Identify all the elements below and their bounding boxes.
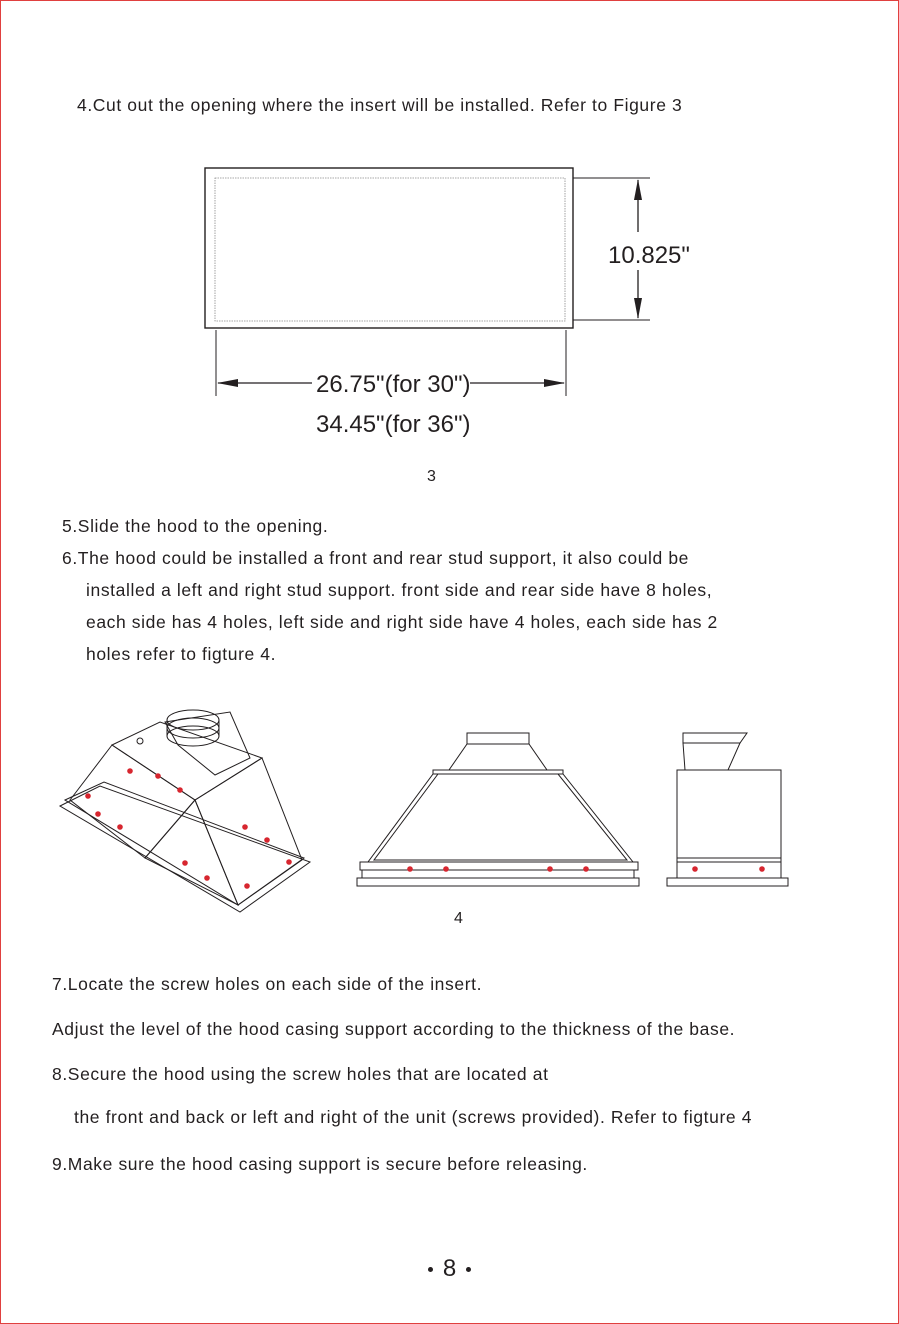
hood-front-view-screw-holes (407, 866, 589, 872)
bullet-icon (466, 1267, 471, 1272)
height-dimension: 10.825" (608, 242, 690, 269)
step-4-text: 4.Cut out the opening where the insert will be installed. Refer to Figure 3 (77, 95, 683, 115)
hood-side-view (667, 733, 788, 886)
step-6-line-1: 6.The hood could be installed a front and rear stud support, it also could be (62, 548, 689, 568)
page-number (0, 1255, 899, 1283)
step-6-line-3: each side has 4 holes, left side and right side have 4 holes, each side has 2 (86, 612, 718, 632)
step-6-line-2: installed a left and right stud support. front side and rear side have 8 holes, (86, 580, 713, 600)
figure-3-label: 3 (427, 468, 436, 485)
step-5-text: 5.Slide the hood to the opening. (62, 516, 329, 536)
step-8-line-1: 8.Secure the hood using the screw holes that are located at (52, 1064, 549, 1084)
opening-outer-rect (205, 168, 573, 328)
figure-3-opening-diagram (0, 160, 899, 450)
step-9-text: 9.Make sure the hood casing support is secure before releasing. (52, 1154, 588, 1174)
adjust-level-text: Adjust the level of the hood casing support according to the thickness of the base. (52, 1019, 736, 1039)
opening-inner-rect (215, 178, 565, 321)
hood-front-view (357, 733, 639, 886)
hood-side-view-screw-holes (692, 866, 765, 872)
figure-4-hood-diagrams (0, 695, 899, 920)
step-8-line-2: the front and back or left and right of the unit (screws provided). Refer to figture 4 (74, 1107, 753, 1127)
step-6-line-4: holes refer to figture 4. (86, 644, 277, 664)
width-dimension-36: 34.45"(for 36") (316, 411, 471, 438)
step-7-text: 7.Locate the screw holes on each side of the insert. (52, 974, 483, 994)
hood-isometric-view (60, 710, 310, 912)
page-number-value: 8 (442, 1255, 457, 1282)
bullet-icon (428, 1267, 433, 1272)
width-dimension-30: 26.75"(for 30") (316, 371, 471, 398)
figure-4-label: 4 (454, 910, 463, 927)
